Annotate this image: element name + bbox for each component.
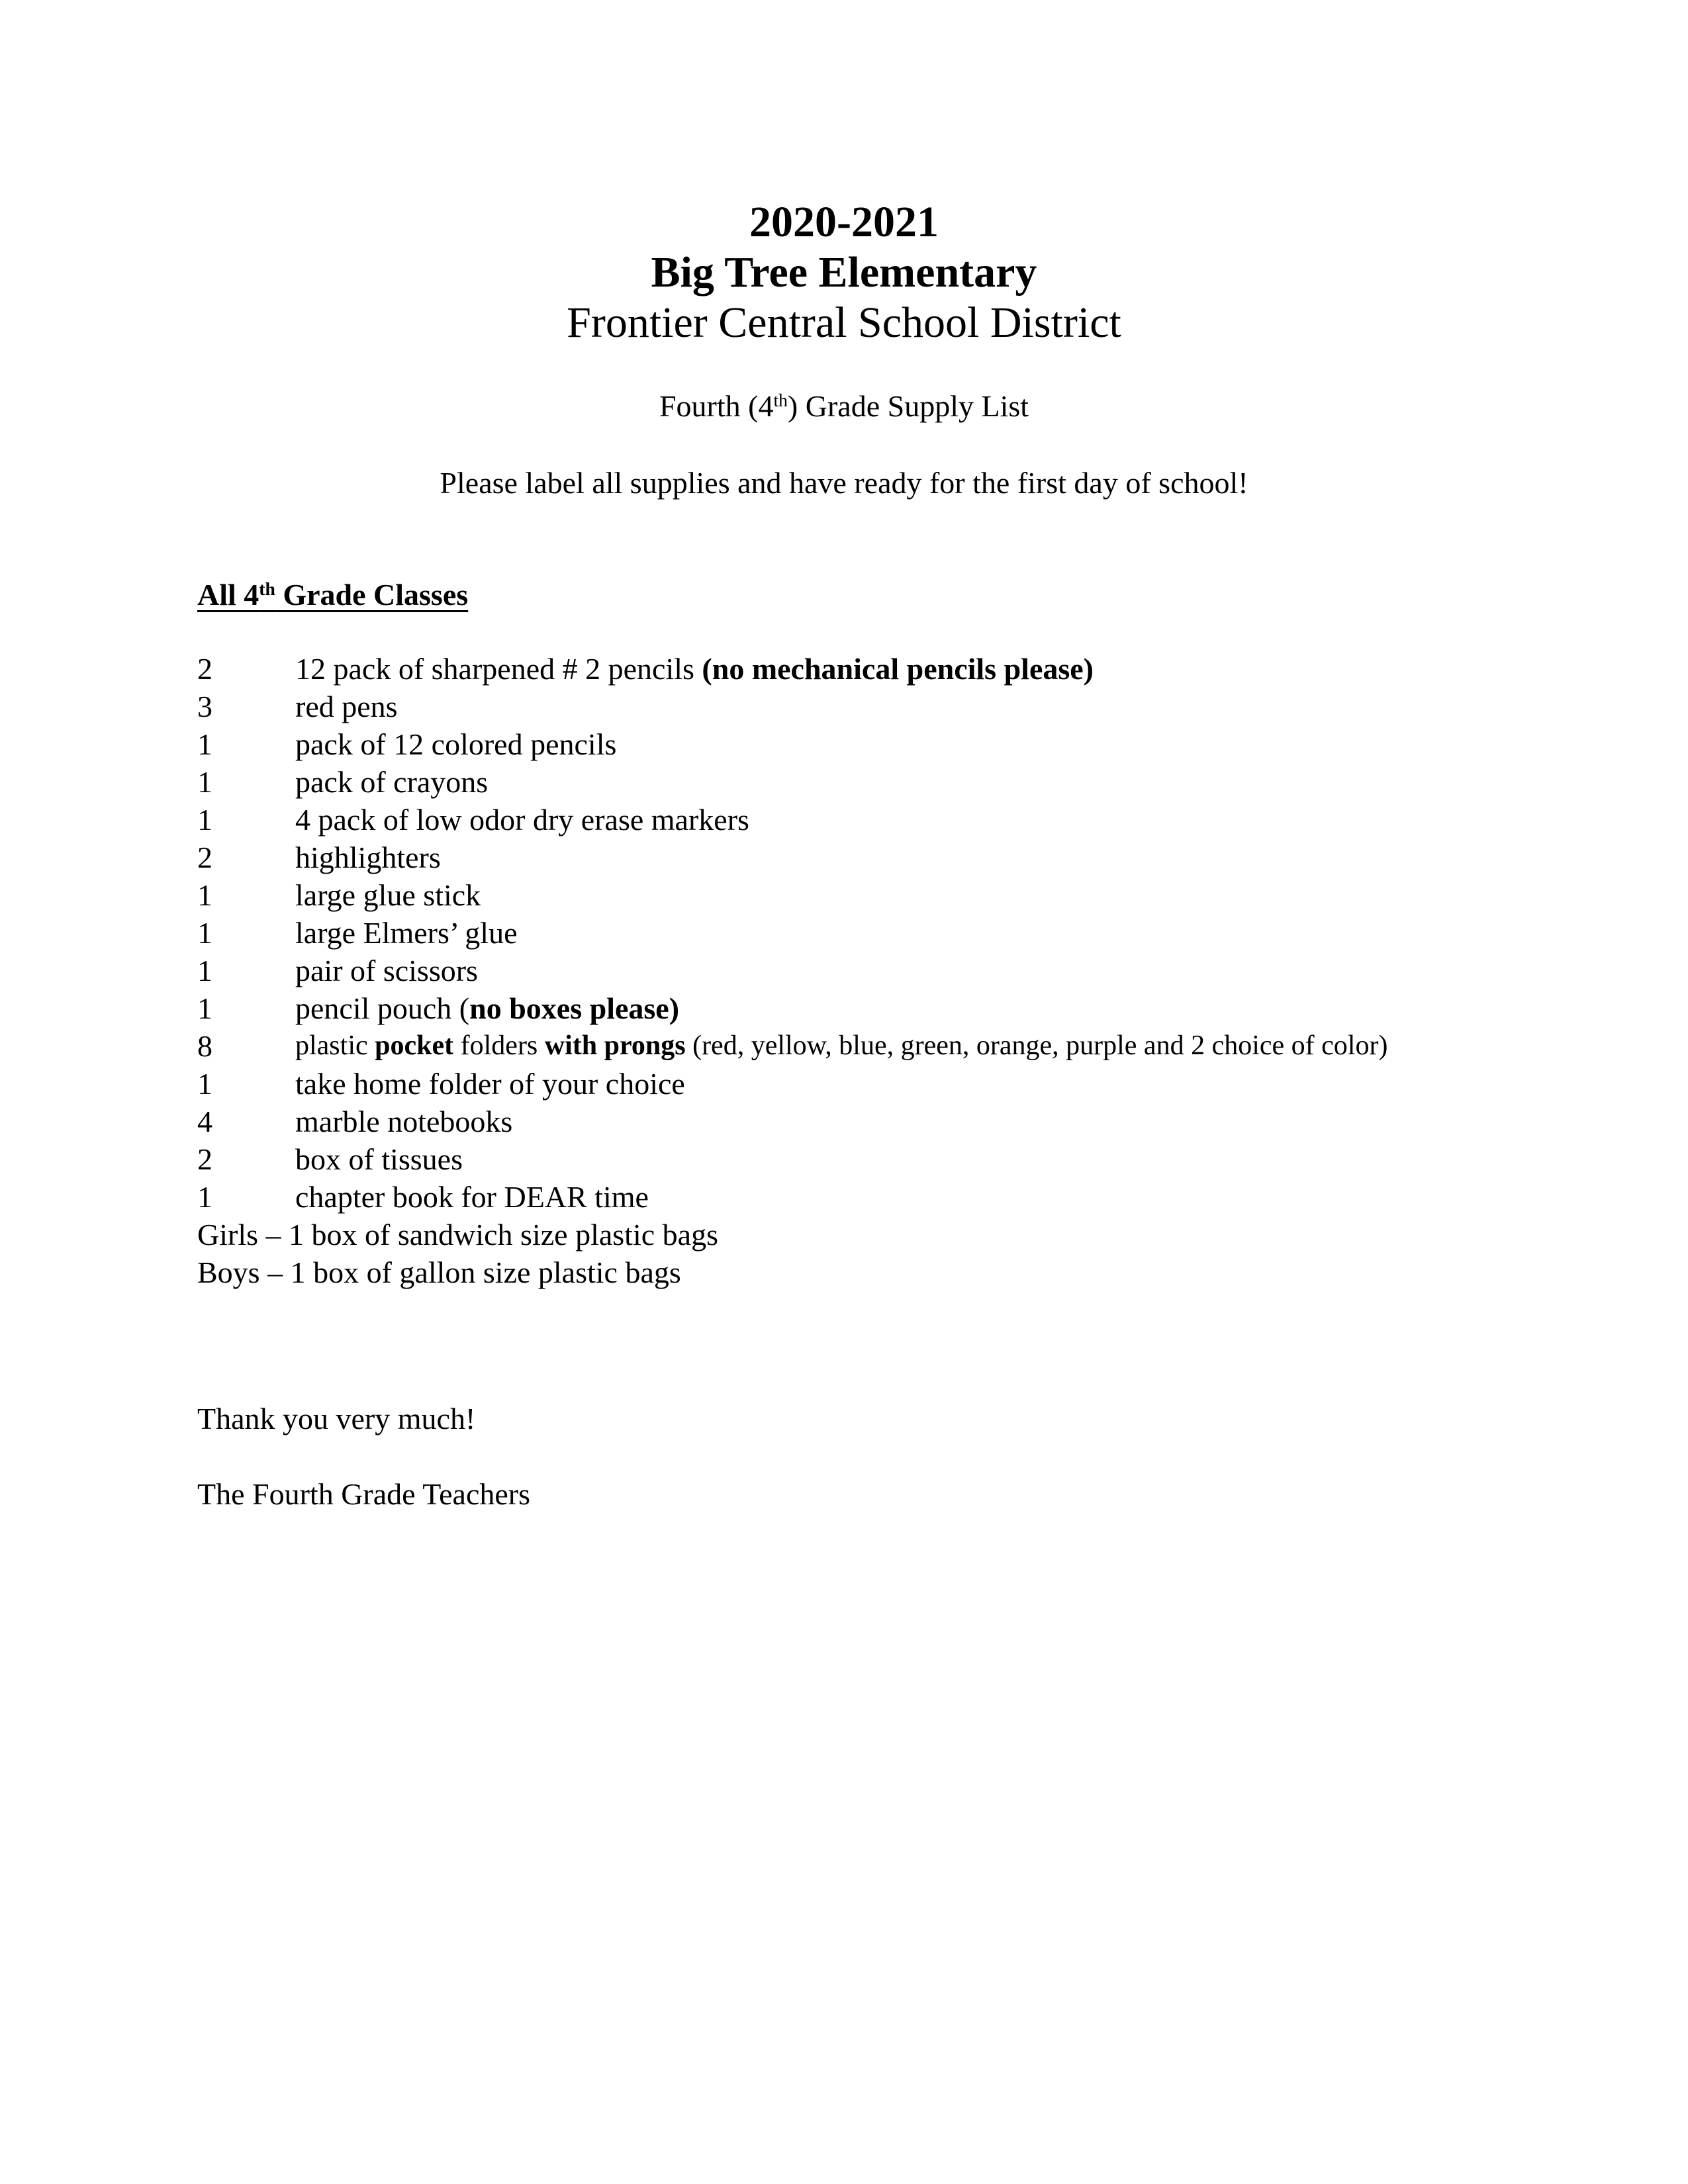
item-description: pack of crayons bbox=[295, 765, 489, 799]
list-item bbox=[197, 1103, 1554, 1140]
list-item bbox=[197, 1140, 1554, 1178]
school-name: Big Tree Elementary bbox=[651, 248, 1037, 296]
item-quantity: 1 bbox=[197, 991, 212, 1025]
list-item bbox=[197, 989, 1554, 1027]
item-description: box of tissues bbox=[295, 1142, 463, 1176]
list-item bbox=[197, 688, 1554, 725]
item-description bbox=[295, 1027, 1387, 1065]
supply-title-sup: th bbox=[773, 389, 788, 410]
item-quantity: 1 bbox=[197, 765, 212, 799]
item-quantity: 2 bbox=[197, 841, 212, 874]
section-heading-pre: All 4 bbox=[197, 578, 259, 612]
item-description: large Elmers’ glue bbox=[295, 916, 518, 950]
item-quantity: 1 bbox=[197, 727, 212, 761]
list-item bbox=[197, 801, 1554, 839]
list-item bbox=[197, 876, 1554, 914]
item-note-bold: no boxes please) bbox=[469, 991, 680, 1025]
item-description: pack of 12 colored pencils bbox=[295, 727, 617, 761]
teacher-signoff: The Fourth Grade Teachers bbox=[197, 1477, 531, 1511]
list-item bbox=[197, 839, 1554, 876]
item-quantity: 8 bbox=[197, 1029, 212, 1063]
item-note-bold: with prongs bbox=[544, 1030, 686, 1061]
item-description bbox=[295, 650, 1094, 688]
item-description: highlighters bbox=[295, 841, 441, 874]
item-text: plastic bbox=[295, 1030, 375, 1061]
boys-item: Boys – 1 box of gallon size plastic bags bbox=[197, 1255, 681, 1289]
label-instructions: Please label all supplies and have ready for the first day of school! bbox=[440, 466, 1248, 500]
item-quantity: 1 bbox=[197, 803, 212, 837]
item-quantity: 2 bbox=[197, 652, 212, 686]
item-note-bold: (no mechanical pencils please) bbox=[702, 652, 1094, 686]
list-item bbox=[197, 725, 1554, 763]
item-quantity: 1 bbox=[197, 954, 212, 987]
item-quantity: 1 bbox=[197, 1067, 212, 1101]
list-item bbox=[197, 1065, 1554, 1103]
list-item bbox=[197, 1027, 1554, 1065]
section-heading bbox=[197, 575, 468, 619]
item-description: large glue stick bbox=[295, 878, 481, 912]
list-item bbox=[197, 763, 1554, 801]
thank-you-note: Thank you very much! bbox=[197, 1402, 476, 1435]
list-item bbox=[197, 1178, 1554, 1216]
item-note-bold: pocket bbox=[375, 1030, 454, 1061]
item-description: 4 pack of low odor dry erase markers bbox=[295, 803, 749, 837]
list-item bbox=[197, 914, 1554, 952]
item-description: chapter book for DEAR time bbox=[295, 1180, 649, 1214]
list-item bbox=[197, 650, 1554, 688]
supply-list-title bbox=[0, 387, 1688, 430]
item-text: pencil pouch ( bbox=[295, 991, 470, 1025]
item-quantity: 3 bbox=[197, 690, 212, 723]
district-name: Frontier Central School District bbox=[567, 298, 1121, 347]
item-text: folders bbox=[453, 1030, 545, 1061]
item-description: marble notebooks bbox=[295, 1105, 513, 1138]
item-text: 12 pack of sharpened # 2 pencils bbox=[295, 652, 702, 686]
item-quantity: 1 bbox=[197, 916, 212, 950]
school-year: 2020-2021 bbox=[749, 198, 939, 246]
item-description: pair of scissors bbox=[295, 954, 478, 987]
supply-title-pre: Fourth (4 bbox=[659, 389, 774, 423]
item-quantity: 2 bbox=[197, 1142, 212, 1176]
supply-items-list bbox=[197, 650, 1554, 1291]
list-item bbox=[197, 952, 1554, 989]
item-quantity: 1 bbox=[197, 1180, 212, 1214]
supply-title-post: ) Grade Supply List bbox=[787, 389, 1029, 423]
item-quantity: 1 bbox=[197, 878, 212, 912]
section-heading-post: Grade Classes bbox=[275, 578, 469, 612]
girls-item: Girls – 1 box of sandwich size plastic bags bbox=[197, 1218, 718, 1251]
item-description: take home folder of your choice bbox=[295, 1067, 685, 1101]
item-text: (red, yellow, blue, green, orange, purple and 2 choice of color) bbox=[685, 1030, 1388, 1061]
item-description bbox=[295, 989, 679, 1027]
item-quantity: 4 bbox=[197, 1105, 212, 1138]
section-heading-sup: th bbox=[259, 578, 275, 599]
item-description: red pens bbox=[295, 690, 398, 723]
